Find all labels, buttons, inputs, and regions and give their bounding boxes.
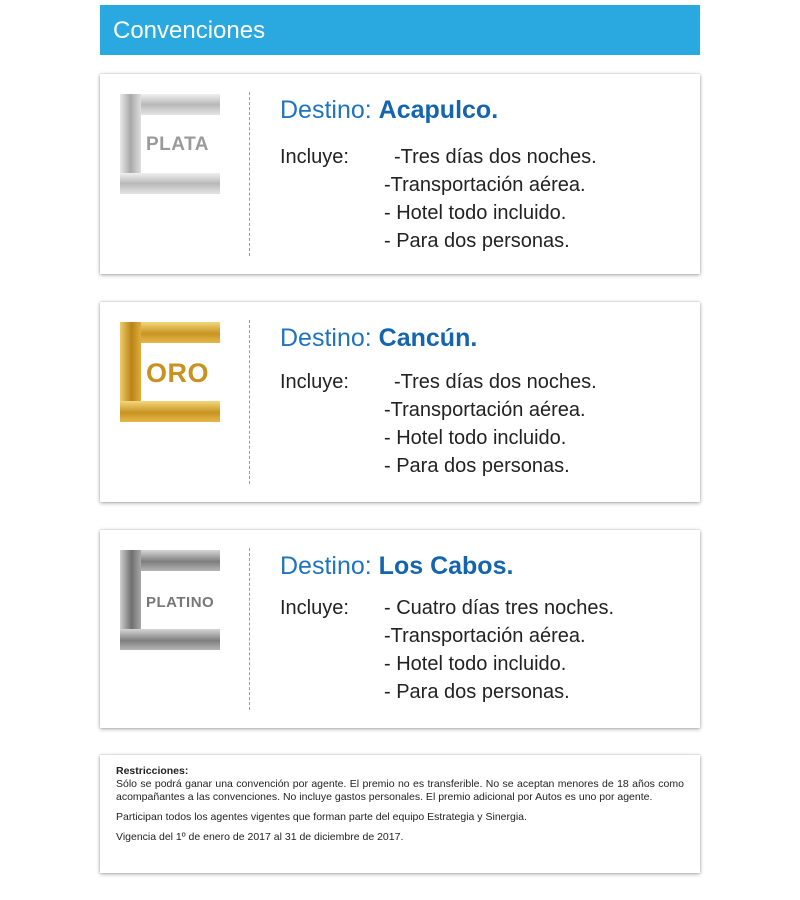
incluye-label: Incluye:	[280, 146, 349, 168]
list-item: - Hotel todo incluido.	[384, 427, 567, 449]
badge-label: ORO	[144, 358, 213, 388]
dashed-divider	[249, 548, 250, 710]
destino-label: Destino:	[280, 96, 372, 124]
list-item: -Tres días dos noches.	[394, 146, 597, 168]
dashed-divider	[249, 320, 250, 484]
page-title: Convenciones	[113, 17, 266, 44]
convention-card-oro	[100, 302, 700, 502]
destino-label: Destino:	[280, 552, 372, 580]
list-item: -Transportación aérea.	[384, 625, 586, 647]
badge-label: PLATA	[144, 132, 213, 158]
list-item: - Para dos personas.	[384, 681, 570, 703]
destino-value: Los Cabos.	[378, 552, 514, 580]
platino-badge-logo	[120, 550, 220, 650]
list-item: -Transportación aérea.	[384, 174, 586, 196]
destino-value: Cancún.	[378, 324, 478, 352]
restrictions-text: Sólo se podrá ganar una convención por agente. El premio no es transferible. No se aceptan menores de 18 años como acompañantes a las convenciones. No incluye gastos personales. El premio adicional por Autos es uno por agente.	[116, 778, 684, 803]
incluye-label: Incluye:	[280, 597, 349, 619]
badge-label: PLATINO	[144, 590, 218, 616]
destino-value: Acapulco.	[378, 96, 499, 124]
list-item: - Para dos personas.	[384, 230, 570, 252]
restrictions-box	[100, 755, 700, 873]
oro-badge-logo	[120, 322, 220, 422]
restrictions-title: Restricciones:	[116, 765, 189, 777]
convention-card-plata	[100, 74, 700, 274]
page-header	[100, 5, 700, 55]
convention-card-platino	[100, 530, 700, 728]
list-item: -Tres días dos noches.	[394, 371, 597, 393]
list-item: - Hotel todo incluido.	[384, 202, 567, 224]
list-item: - Cuatro días tres noches.	[384, 597, 615, 619]
validity-text: Vigencia del 1º de enero de 2017 al 31 de diciembre de 2017.	[116, 831, 404, 843]
destino-line	[280, 324, 477, 353]
dashed-divider	[249, 92, 250, 256]
destino-line	[280, 96, 498, 125]
plata-badge-logo	[120, 94, 220, 194]
list-item: -Transportación aérea.	[384, 399, 586, 421]
destino-label: Destino:	[280, 324, 372, 352]
list-item: - Para dos personas.	[384, 455, 570, 477]
destino-line	[280, 552, 513, 581]
list-item: - Hotel todo incluido.	[384, 653, 567, 675]
incluye-label: Incluye:	[280, 371, 349, 393]
participants-text: Participan todos los agentes vigentes que forman parte del equipo Estrategia y Sinergia.	[116, 811, 527, 823]
